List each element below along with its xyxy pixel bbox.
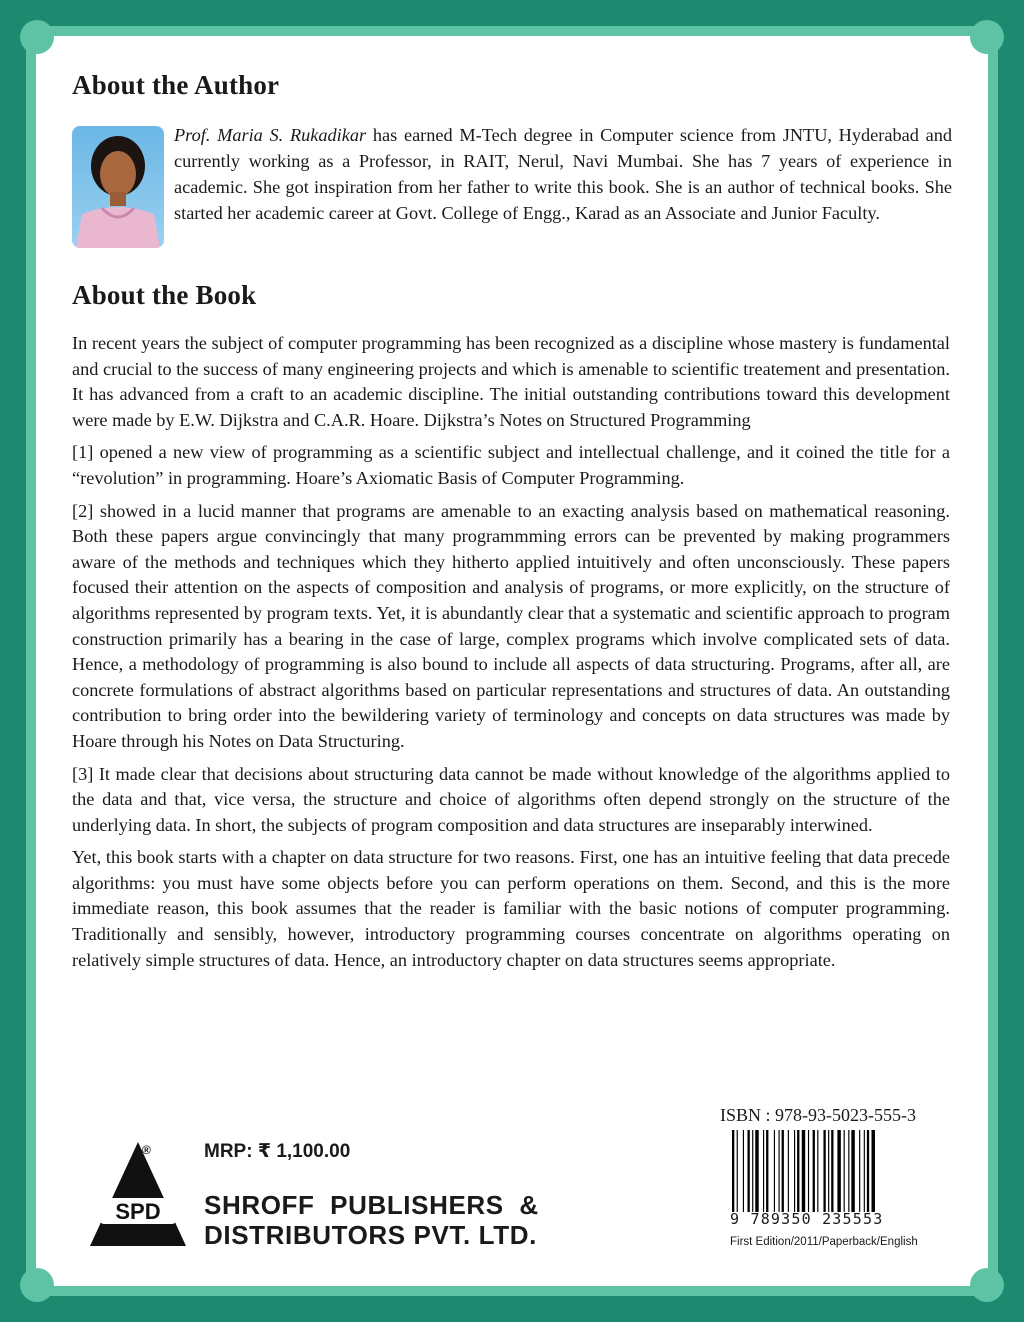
- barcode-bar: [797, 1130, 799, 1212]
- author-bio-text: has earned M-Tech degree in Computer science from JNTU, Hyderabad and currently working as a Professor, in RAIT, Nerul, Navi Mumbai. She has 7 years of experience in academic. She got inspiration from her father to write this book. She is an author of technical books. She started her academic career at Govt. College of Engg., Karad as an Associate and Junior Faculty.: [174, 125, 952, 223]
- barcode-bar: [766, 1130, 768, 1212]
- barcode-bar: [813, 1130, 815, 1212]
- barcode-bar: [752, 1130, 753, 1212]
- barcode-bar: [817, 1130, 818, 1212]
- barcode-bar: [774, 1130, 775, 1212]
- book-paragraph: Yet, this book starts with a chapter on data structure for two reasons. First, one has an intuitive feeling that data precede algorithms: you must have some objects before you can perform operations on them. Second, and this is the more immediate reason, this book assumes that the reader is familiar with the basic notions of computer programming. Traditionally and sensibly, however, introductory programming courses concentrate on algorithms operating on relatively simple structures of data. Hence, an introductory chapter on data structures seems appropriate.: [72, 847, 950, 970]
- barcode-bar: [837, 1130, 840, 1212]
- barcode-bar: [782, 1130, 784, 1212]
- registered-mark: ®: [142, 1143, 151, 1157]
- book-paragraph: In recent years the subject of computer programming has been recognized as a discipline whose mastery is fundamental and crucial to the success of many engineering projects and which is amenable to scientific treatement and presentation. It has advanced from a craft to an academic discipline. The initial outstanding contributions toward this development were made by E.W. Dijkstra and C.A.R. Hoare. Dijkstra’s Notes on Structured Programming: [72, 333, 950, 430]
- spd-logo-text: SPD: [115, 1199, 161, 1224]
- barcode-bar: [859, 1130, 860, 1212]
- price: MRP: ₹ 1,100.00: [204, 1141, 351, 1162]
- barcode-digits: 9 789350 235553: [730, 1210, 884, 1228]
- barcode-bar: [737, 1130, 738, 1212]
- barcode-bar: [788, 1130, 789, 1212]
- barcode-bar: [867, 1130, 869, 1212]
- barcode-bar: [831, 1130, 833, 1212]
- barcode-bar: [828, 1130, 829, 1212]
- publisher-name: [204, 1190, 539, 1250]
- barcode-bar: [844, 1130, 845, 1212]
- barcode-bar: [755, 1130, 758, 1212]
- barcode-bar: [732, 1130, 734, 1212]
- barcode-bar: [864, 1130, 865, 1212]
- book-description: [72, 331, 950, 980]
- barcode-bar: [748, 1130, 750, 1212]
- author-name: Prof. Maria S. Rukadikar: [174, 125, 367, 145]
- barcode-bar: [808, 1130, 809, 1212]
- publisher-line2: DISTRIBUTORS PVT. LTD.: [204, 1220, 537, 1250]
- isbn-label: ISBN : 978-93-5023-555-3: [720, 1105, 916, 1125]
- barcode-bar: [802, 1130, 805, 1212]
- barcode-bar: [851, 1130, 854, 1212]
- spd-logo: [86, 1140, 190, 1253]
- about-author-heading: About the Author: [72, 70, 280, 100]
- publisher-line1: SHROFF PUBLISHERS &: [204, 1190, 539, 1220]
- edition-info: First Edition/2011/Paperback/English: [730, 1236, 918, 1248]
- about-book-heading: About the Book: [72, 280, 257, 310]
- barcode-bar: [779, 1130, 780, 1212]
- barcode: [730, 1130, 926, 1219]
- book-paragraph: [2] showed in a lucid manner that programs are amenable to an exacting analysis based on mathematical reasoning. Both these papers argue convincingly that many programmming errors can be prevented by making programmers aware of the methods and techniques which they hitherto applied intuitively and often unconsciously. These papers focused their attention on the aspects of composition and analysis of programs, or more explicitly, on the structure of algorithms represented by program texts. Yet, it is abundantly clear that a systematic and scientific approach to program construction primarily has a bearing in the case of large, complex programs which involve complicated sets of data. Hence, a methodology of programming is also bound to include all aspects of data structuring. Programs, after all, are concrete formulations of abstract algorithms based on particular representations and structures of data. An outstanding contribution to bring order into the bewildering variety of terminology and concepts on data structures was made by Hoare through his Notes on Data Structuring.: [72, 500, 950, 751]
- author-bio: [174, 122, 952, 226]
- barcode-bar: [743, 1130, 744, 1212]
- book-paragraph: [3] It made clear that decisions about structuring data cannot be made without knowledge of the algorithms applied to the data and that, vice versa, the structure and choice of algorithms often depend strongly on the structure of the underlying data. In short, the subjects of program composition and data structures are inseparably interwined.: [72, 763, 950, 835]
- barcode-bar: [848, 1130, 849, 1212]
- barcode-bar: [763, 1130, 764, 1212]
- barcode-bar: [823, 1130, 825, 1212]
- book-paragraph: [1] opened a new view of programming as a scientific subject and intellectual challenge, and it coined the title for a “revolution” in programming. Hoare’s Axiomatic Basis of Computer Programming.: [72, 442, 950, 488]
- barcode-bar: [794, 1130, 795, 1212]
- author-photo: [72, 126, 164, 248]
- barcode-bar: [872, 1130, 875, 1212]
